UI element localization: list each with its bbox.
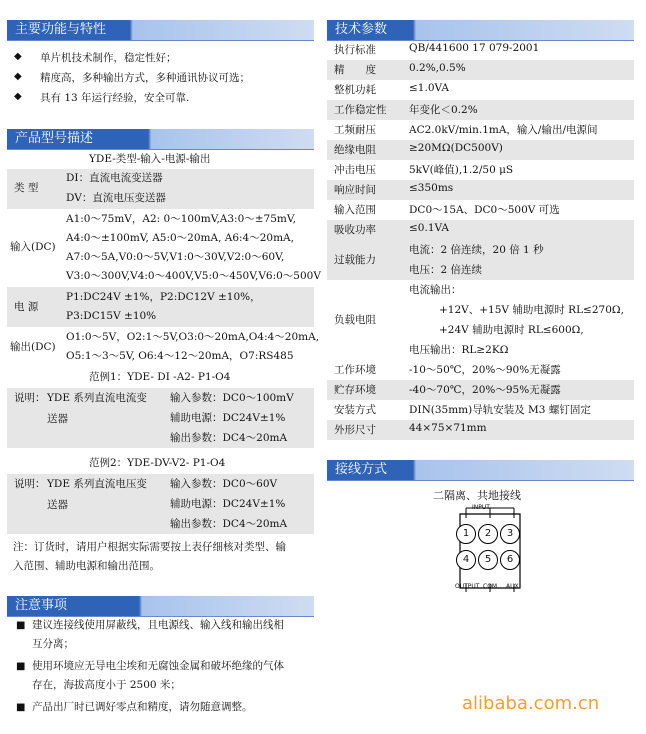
tech-value: ≤350ms: [409, 182, 454, 194]
input-line: A7:0～5A,V0:0～5V,V1:0～30V,V2:0～60V,: [66, 251, 285, 263]
example1-param: 输出参数：DC4～20mA: [170, 432, 288, 444]
tech-value: 电流输出：: [409, 284, 462, 296]
model-title: 产品型号描述: [15, 131, 94, 146]
diamond-bullet-icon: ◆: [14, 71, 22, 82]
square-bullet-icon: ■: [16, 661, 26, 672]
example1-param: 辅助电源：DC24V±1%: [170, 412, 286, 424]
example2-desc: 送器: [47, 499, 68, 511]
tech-key: 执行标准: [334, 44, 376, 56]
wiring-header: [327, 460, 634, 480]
tech-key: 过载能力: [334, 254, 376, 266]
feature-item: 具有 13 年运行经验，安全可靠.: [40, 92, 190, 104]
tech-value: ≤0.1VA: [409, 222, 449, 234]
input-terminal-label: INPUT: [472, 504, 490, 511]
example2-desc: YDE 系列直流电压变: [47, 478, 147, 490]
notes-header: [7, 596, 314, 616]
tech-title: 技术参数: [335, 22, 388, 37]
tech-row: [327, 360, 634, 380]
tech-value: -10～50℃，20%～90%无凝露: [409, 364, 561, 376]
tech-key: 吸收功率: [334, 224, 376, 236]
tech-row: [327, 60, 634, 80]
terminal-6: 6: [500, 550, 520, 570]
terminal-3: 3: [500, 524, 520, 544]
example2-param: 输出参数：DC4～20mA: [170, 518, 288, 530]
note-item: 互分离；: [32, 638, 74, 650]
diamond-bullet-icon: ◆: [14, 51, 22, 62]
tech-row: [327, 40, 634, 60]
tech-value: ≤1.0VA: [409, 82, 449, 94]
tech-row: [327, 200, 634, 220]
example2-param: 辅助电源：DC24V±1%: [170, 498, 286, 510]
tech-key: 输入范围: [334, 204, 376, 216]
example1-param: 输入参数：DC0～100mV: [170, 392, 294, 404]
note-item: 使用环境应无导电尘埃和无腐蚀金属和破坏绝缘的气体: [32, 660, 284, 672]
wiring-subtitle: 二隔离、共地接线: [433, 489, 521, 502]
tech-value: 电压：2 倍连续: [409, 264, 483, 276]
tech-key: 绝缘电阻: [334, 144, 376, 156]
tech-row: [327, 100, 634, 120]
tech-key: 负载电阻: [334, 314, 376, 326]
power-label: 电 源: [14, 301, 39, 313]
tech-row: [327, 420, 634, 440]
terminal-1: 1: [456, 524, 476, 544]
tech-key: 外形尺寸: [334, 424, 376, 436]
example2-param: 输入参数：DC0～60V: [170, 478, 278, 490]
type-label: 类 型: [14, 182, 39, 194]
model-format: YDE-类型-输入-电源-输出: [89, 153, 211, 165]
example1-title: 范例1：YDE- DI -A2- P1-O4: [89, 371, 231, 383]
power-line: P3:DC15V ±10%: [66, 310, 157, 322]
tech-key: 贮存环境: [334, 384, 376, 396]
tech-value: DC0～15A、DC0～500V 可选: [409, 204, 560, 216]
watermark: alibaba.com.cn: [462, 693, 600, 714]
tech-row: [327, 400, 634, 420]
tech-row: [327, 120, 634, 140]
input-line: V3:0～300V,V4:0～400V,V5:0～450V,V6:0～500V: [66, 270, 321, 282]
tech-row: [327, 220, 634, 240]
tech-key: 工作环境: [334, 364, 376, 376]
tech-value: 5kV(峰值),1.2/50 μS: [409, 164, 514, 176]
tech-key: 工作稳定性: [334, 104, 387, 116]
input-line: A1:0～75mV，A2: 0～100mV,A3:0～±75mV,: [66, 213, 296, 225]
model-header: [7, 129, 314, 149]
tech-value: +12V、+15V 辅助电源时 RL≤270Ω,: [439, 304, 624, 316]
output-terminal-label: OUTPUT: [455, 583, 480, 590]
order-note: 入范围、辅助电源和输出范围。: [13, 560, 160, 572]
feature-item: 单片机技术制作，稳定性好；: [40, 52, 177, 64]
example2-desc-label: 说明：: [14, 478, 46, 490]
example2-title: 范例2：YDE-DV-V2- P1-O4: [89, 457, 226, 469]
example1-desc-label: 说明：: [14, 392, 46, 404]
tech-header: [327, 20, 634, 40]
type-line: DI：直流电流变送器: [66, 172, 163, 184]
terminal-5: 5: [478, 550, 498, 570]
power-line: P1:DC24V ±1%，P2:DC12V ±10%，: [66, 291, 261, 303]
note-item: 建议连接线使用屏蔽线，且电源线、输入线和输出线相: [32, 619, 284, 631]
input-label: 输入(DC): [10, 241, 56, 253]
example1-desc: 送器: [47, 413, 68, 425]
tech-row: [327, 380, 634, 400]
tech-value: ≥20MΩ(DC500V): [409, 142, 503, 154]
tech-value: 电压输出：RL≥2KΩ: [409, 344, 509, 356]
tech-key: 整机功耗: [334, 84, 376, 96]
output-line: O5:1～3～5V, O6:4～12～20mA，O7:RS485: [66, 350, 294, 362]
output-label: 输出(DC): [10, 341, 56, 353]
tech-row-overload: [327, 240, 634, 280]
input-line: A4:0～±100mV, A5:0～20mA, A6:4～20mA,: [66, 232, 294, 244]
tech-value: AC2.0kV/min.1mA，输入/输出/电源间: [409, 124, 598, 136]
tech-key: 精 度: [334, 64, 376, 76]
wiring-diagram: [440, 504, 540, 594]
features-title: 主要功能与特性: [15, 22, 107, 37]
tech-value: 44×75×71mm: [409, 422, 487, 434]
tech-key: 工频耐压: [334, 124, 376, 136]
square-bullet-icon: ■: [16, 702, 26, 713]
com-terminal-label: COM: [483, 583, 498, 590]
terminal-4: 4: [456, 550, 476, 570]
features-header: [7, 20, 314, 40]
output-line: O1:0～5V，O2:1～5V,O3:0～20mA,O4:4～20mA,: [66, 331, 320, 343]
note-item: 存在，海拔高度小于 2500 米；: [32, 679, 181, 691]
tech-row-load: [327, 280, 634, 360]
type-line: DV：直流电压变送器: [66, 192, 166, 204]
square-bullet-icon: ■: [16, 620, 26, 631]
notes-title: 注意事项: [15, 598, 68, 613]
note-item: 产品出厂时已调好零点和精度，请勿随意调整。: [32, 701, 253, 713]
tech-key: 响应时间: [334, 184, 376, 196]
tech-key: 冲击电压: [334, 164, 376, 176]
tech-row: [327, 180, 634, 200]
tech-value: 年变化＜0.2%: [409, 104, 478, 116]
example1-desc: YDE 系列直流电流变: [47, 392, 147, 404]
tech-key: 安装方式: [334, 404, 376, 416]
tech-value: QB/441600 17 079-2001: [409, 42, 540, 54]
wiring-title: 接线方式: [335, 462, 388, 477]
tech-value: 电流：2 倍连续，20 倍 1 秒: [409, 244, 544, 256]
tech-value: 0.2%,0.5%: [409, 62, 466, 74]
order-note: 注：订货时，请用户根据实际需要按上表仔细核对类型、输: [13, 541, 286, 553]
terminal-2: 2: [478, 524, 498, 544]
tech-row: [327, 140, 634, 160]
tech-row: [327, 160, 634, 180]
aux-terminal-label: AUX: [506, 583, 519, 590]
feature-item: 精度高，多种输出方式，多种通讯协议可选；: [40, 72, 250, 84]
tech-row: [327, 80, 634, 100]
diamond-bullet-icon: ◆: [14, 91, 22, 102]
tech-value: DIN(35mm)导轨安装及 M3 螺钉固定: [409, 404, 591, 416]
tech-value: -40～70℃，20%～95%无凝露: [409, 384, 561, 396]
tech-value: +24V 辅助电源时 RL≤600Ω,: [439, 324, 584, 336]
